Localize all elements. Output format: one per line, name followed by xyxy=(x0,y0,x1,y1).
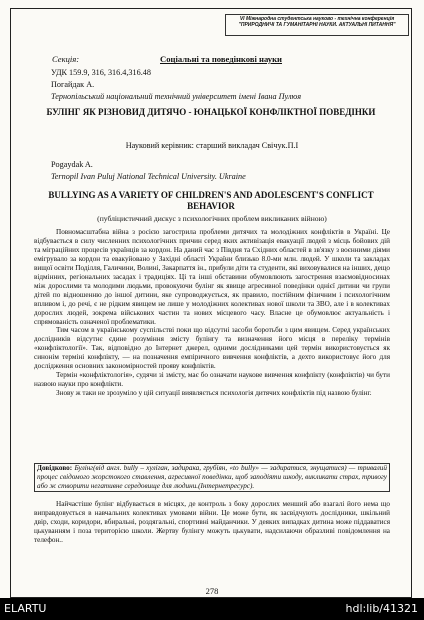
affiliation-ua: Тернопільський національний технічний університет імені Івана Пулюя xyxy=(51,92,302,101)
section-label: Секція: xyxy=(52,54,80,64)
section-row xyxy=(52,54,402,64)
page-number: 278 xyxy=(205,586,219,596)
article-body-continued xyxy=(34,500,390,545)
repository-name[interactable]: ELARTU xyxy=(4,602,47,615)
paragraph-2: Тим часом в українському суспільстві поки що відсутні засоби боротьби з цим явищем. Серед українських дослідників відсутнє єдине розуміння змісту булінгу та визначення його місця в переліку термінів «конфліктології». Так, відповідно до Інтернет джерел, одними дослідниками цей термін використовується як синонім терміні конфлікту, — на позначення емпіричного вивчення конфліктів, а дехто використовує його для дослідження основних закономірностей прояву конфліктів. xyxy=(34,326,390,371)
author-ua: Погайдак А. xyxy=(51,80,95,89)
repository-footer xyxy=(0,598,424,620)
article-body xyxy=(34,228,390,398)
conference-header-line1: VI Міжнародна студентська науково - технічна конференція xyxy=(239,16,395,22)
title-en: BULLYING AS A VARIETY OF CHILDREN'S AND ADOLESCENT'S CONFLICT BEHAVIOR xyxy=(48,190,374,211)
definition-box xyxy=(34,463,390,492)
subtitle-en: (публіцистичний дискус з психологічних проблем викликаних війною) xyxy=(97,214,327,223)
definition-text: Булінг(від англ. bully – хуліган, задирака, грубіян, «to bully» — задиратися, знущатися) — тривалий процес свідомого жорстокого ставлення, агресивної поведінки, щоб заподіяти шкоду, викликати страх, тривогу або ж створити негативне середовище для людини.(Інтернетресурс). xyxy=(37,464,387,490)
section-title: Соціальні та поведінкові науки xyxy=(160,54,283,64)
conference-header xyxy=(225,14,409,36)
conference-header-line2: "ПРИРОДНИЧІ ТА ГУМАНІТАРНІ НАУКИ. АКТУАЛЬНІ ПИТАННЯ" xyxy=(238,22,396,28)
handle-id[interactable]: hdl:lib/41321 xyxy=(345,602,418,615)
author-en: Pogaydak A. xyxy=(51,160,93,169)
affiliation-en: Ternopil Ivan Puluj National Technical University. Ukraine xyxy=(51,172,246,181)
definition-term: Довідково: xyxy=(37,464,73,472)
paragraph-3: Термін «конфліктологія», судячи зі змісту, має бо означати наукове вивчення конфлікту (конфліктів) чи бути назвою науки про конфлікти. xyxy=(34,371,390,389)
title-ua: БУЛІНГ ЯК РІЗНОВИД ДИТЯЧО - ЮНАЦЬКОЇ КОНФЛІКТНОЇ ПОВЕДІНКИ xyxy=(46,107,376,117)
supervisor: Науковий керівник: старший викладач Свічук.П.І xyxy=(125,141,299,150)
paragraph-4: Знову ж таки не зрозуміло у цій ситуації виявляється психологія дитячих конфліктів під назвою булінг. xyxy=(56,389,372,398)
udk-code: УДК 159.9, 316, 316.4,316.48 xyxy=(51,68,151,77)
paragraph-1: Повномасштабна війна з росією загострила проблеми дитячих та молодіжних конфліктів в Україні. Це відбувається в силу численних психологічних причин серед яких активізація евакуації людей з місць бойових дій та міграційних процесів українців за кордон. На даний час з Півдня та Східних областей в зв'язку з воєнними діями емігрувало за кордон та евакуйовано у Західні області України близько 8.0-ми млн. людей. У школи та закладах вищої освіти Поділля, Галичини, Волині, Закарпаття ін., прибули діти та студенти, які виховувалися на інших, дещо відмінних, регіональних засадах і традиціях. Ці та інші обставини обумовлюють загострення взаємовідносинах між дорослими та молодими людьми, провокуючи булінг як явище агресивної поведінки однієї дитини чи групи дітей по відношенню до іншої дитини, яке супроводжується, як правило, постійним фізичним і психологічним впливом і, до речі, є не рідким явищем не лише у молодіжних колективах нової школи та ЗВО, але і в колективах дорослих людей, зокрема військових частин та нових місцевого часу. Власне це обумовлює актуальність і спрямованість означеної проблематики. xyxy=(34,228,390,326)
paragraph-6: Найчастіше булінг відбувається в місцях, де контроль з боку дорослих менший або взагалі його нема що виправдовується в навчальних колективах умовами війни. Це може бути, як засвідчують дослідники, шкільний двір, сходи, коридори, вбиральні, роздягальні, спортивні майданчики. У деяких випадках дитина може піддаватися цькуванням і поза територією школи. Жертву булінгу можуть цькувати, надсилаючи образливі повідомлення на телефон.. xyxy=(34,500,390,544)
